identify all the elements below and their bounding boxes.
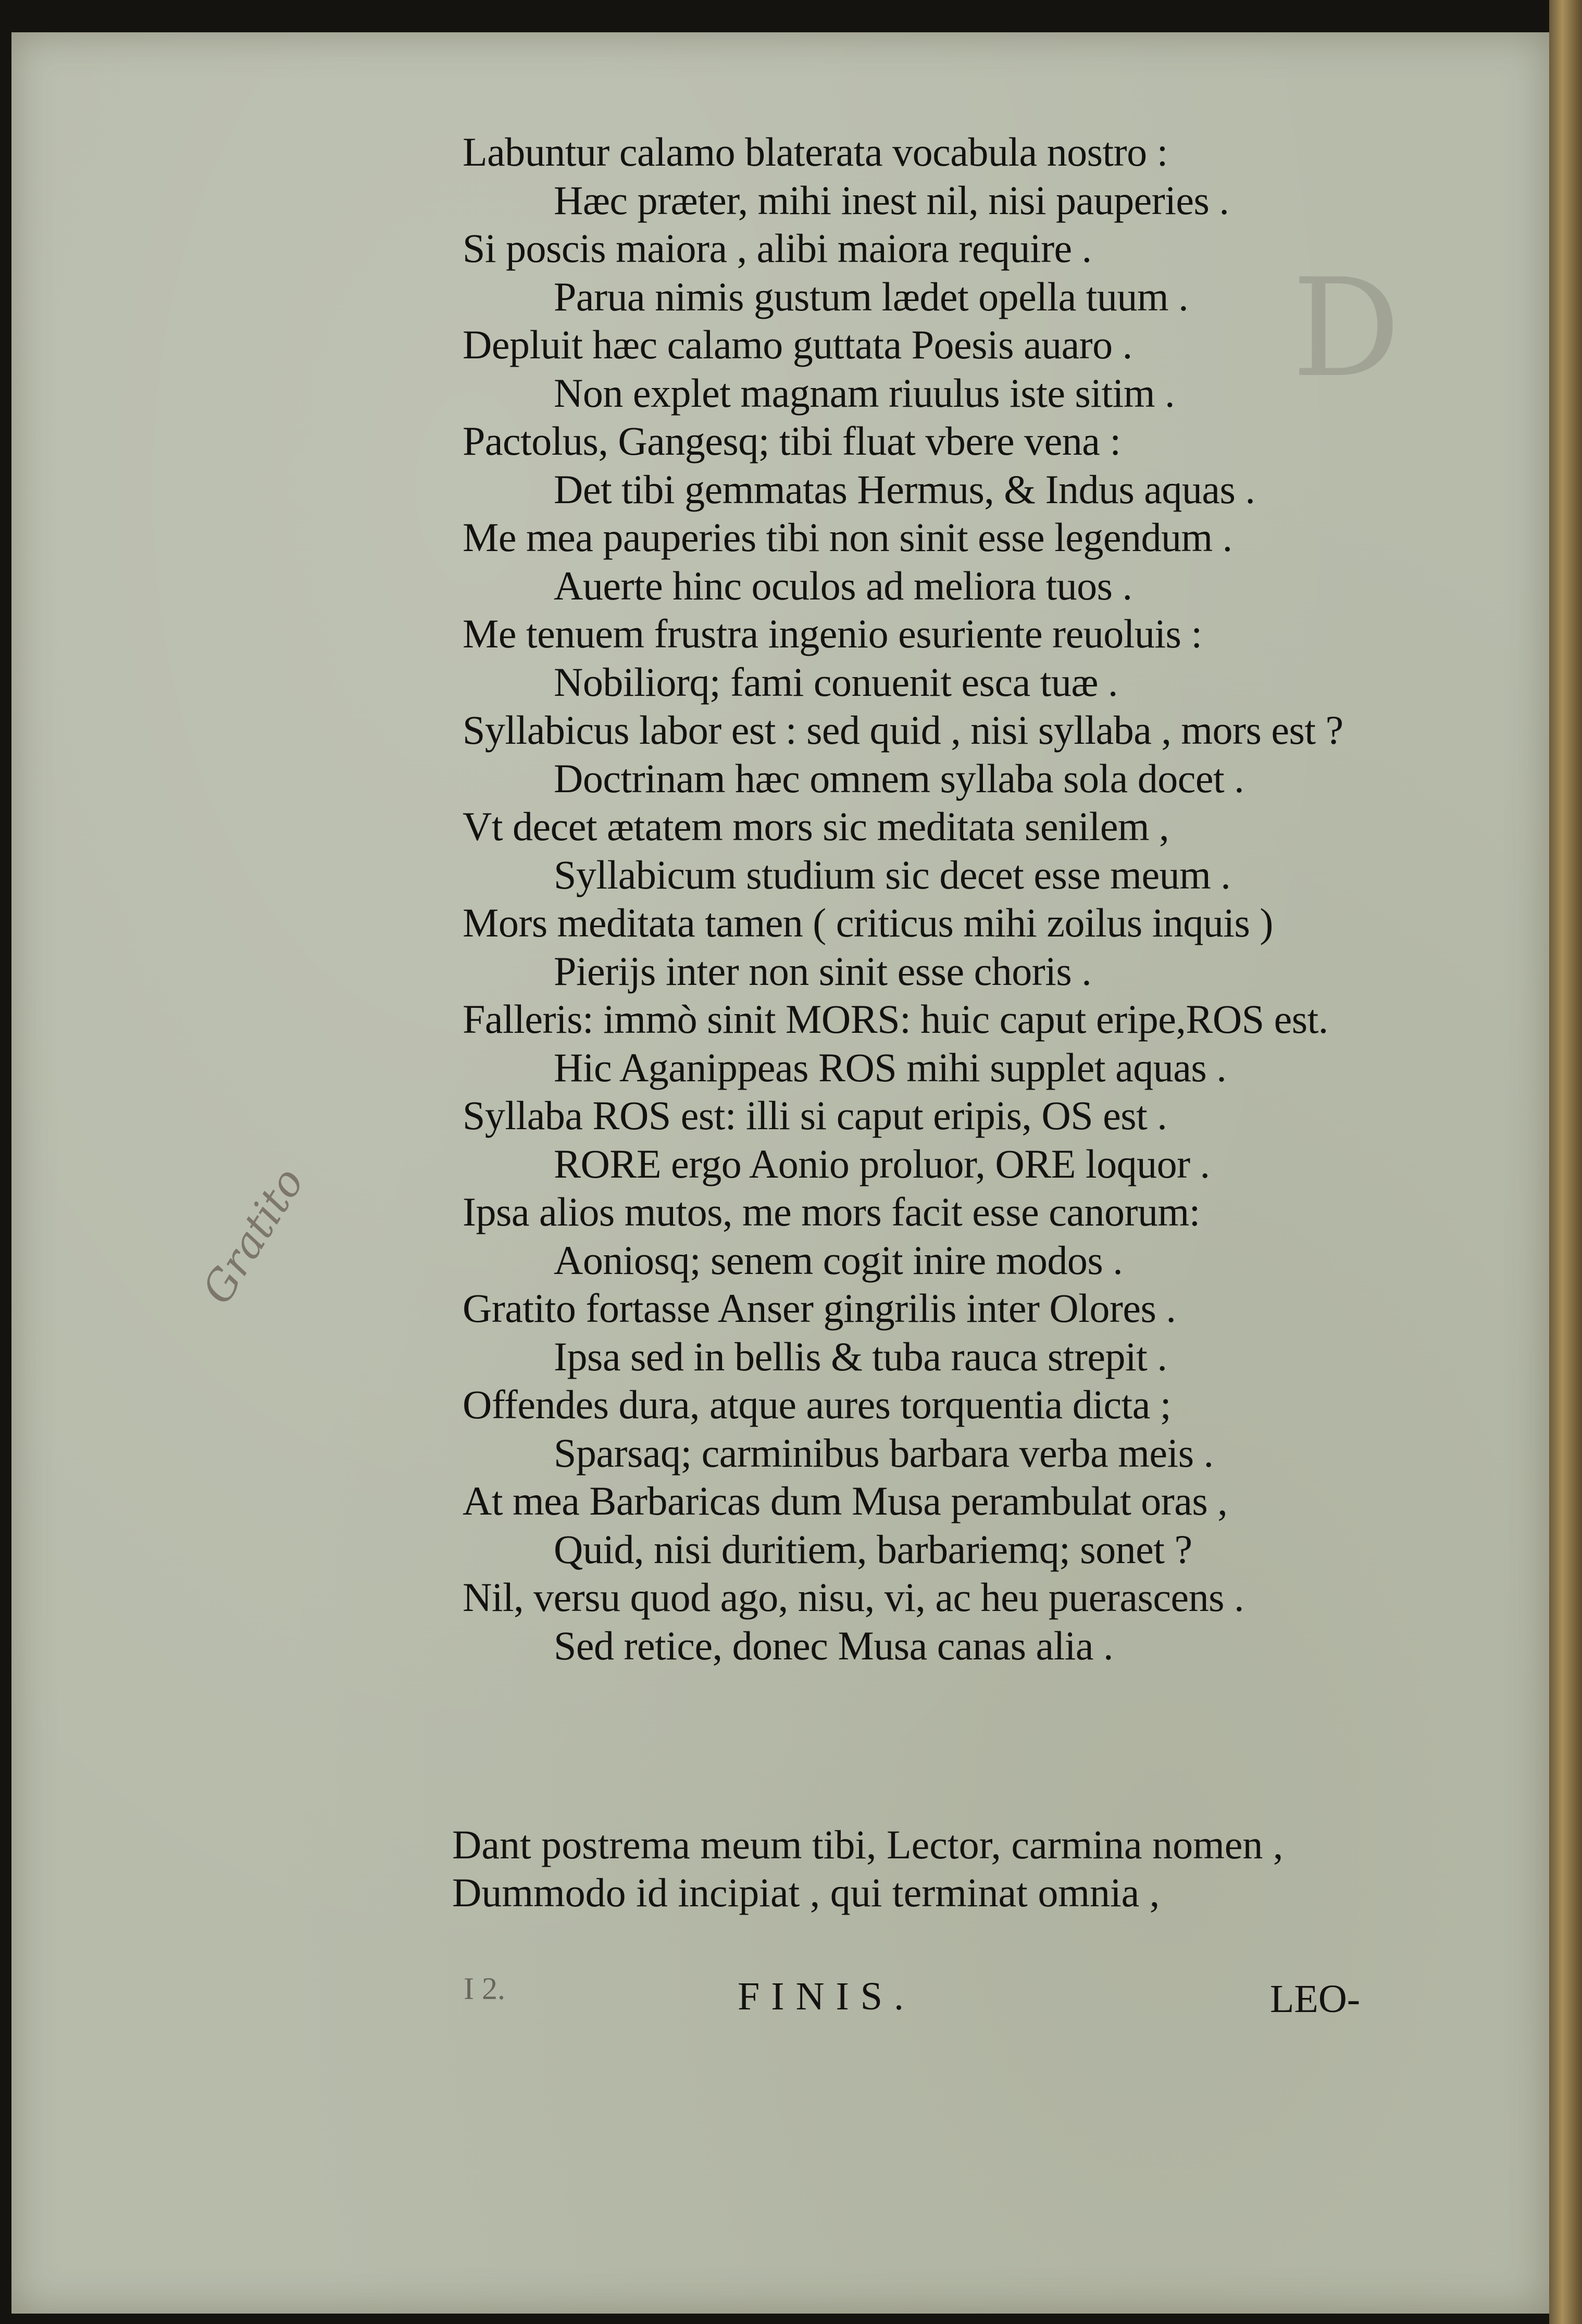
verse-line: Det tibi gemmatas Hermus, & Indus aquas . (554, 466, 1255, 512)
closing-line-1: Dant postrema meum tibi, Lector, carmina nomen , (452, 1822, 1284, 1867)
verse-line: Parua nimis gustum lædet opella tuum . (554, 273, 1189, 319)
verse-line: Doctrinam hæc omnem syllaba sola docet . (554, 755, 1244, 801)
verse-line: Nil, versu quod ago, nisu, vi, ac heu puerascens . (463, 1575, 1244, 1620)
verse-line: Non explet magnam riuulus iste sitim . (554, 370, 1175, 416)
verse-line: Me tenuem frustra ingenio esuriente reuoluis : (463, 611, 1202, 656)
verse-line: Hæc præter, mihi inest nil, nisi pauperies . (554, 177, 1229, 223)
closing-couplet (452, 1821, 1283, 1917)
verse-line: Quid, nisi duritiem, barbariemq; sonet ? (554, 1526, 1192, 1572)
verse-line: Gratito fortasse Anser gingrilis inter Olores . (463, 1285, 1176, 1331)
show-through-initial: D (1292, 250, 1401, 407)
verse-line: Syllabicus labor est : sed quid , nisi syllaba , mors est ? (463, 707, 1343, 753)
verse-line: Me mea pauperies tibi non sinit esse legendum . (463, 515, 1232, 560)
verse-line: Pierijs inter non sinit esse choris . (554, 948, 1092, 994)
finis-label: FINIS. (738, 1975, 916, 2018)
verse-line: Vt decet ætatem mors sic meditata senilem , (463, 804, 1169, 849)
catchword: LEO- (1270, 1977, 1361, 2021)
verse-line: Aoniosq; senem cogit inire modos . (554, 1237, 1123, 1283)
handwritten-margin-note: Gratito (193, 1159, 314, 1313)
verse-line: Syllaba ROS est: illi si caput eripis, OS est . (463, 1093, 1167, 1138)
verse-line: Auerte hinc oculos ad meliora tuos . (554, 563, 1132, 608)
book-spine-edge (1549, 0, 1582, 2324)
verse-line: Sparsaq; carminibus barbara verba meis . (554, 1430, 1214, 1476)
verse-line: Nobiliorq; fami conuenit esca tuæ . (554, 659, 1118, 705)
verse-line: RORE ergo Aonio proluor, ORE loquor . (554, 1141, 1210, 1186)
verse-line: Ipsa alios mutos, me mors facit esse canorum: (463, 1189, 1200, 1234)
verse-line: Ipsa sed in bellis & tuba rauca strepit . (554, 1333, 1167, 1379)
verse-line: Hic Aganippeas ROS mihi supplet aquas . (554, 1044, 1227, 1090)
verse-line: Si poscis maiora , alibi maiora require . (463, 226, 1092, 271)
verse-line: Sed retice, donec Musa canas alia . (554, 1622, 1114, 1668)
verse-line: Mors meditata tamen ( criticus mihi zoilus inquis ) (463, 900, 1273, 945)
poem-verse-block (463, 128, 1343, 1670)
verse-line: Depluit hæc calamo guttata Poesis auaro . (463, 322, 1132, 367)
verse-line: Falleris: immò sinit MORS: huic caput eripe,ROS est. (463, 996, 1328, 1042)
verse-line: Syllabicum studium sic decet esse meum . (554, 852, 1231, 897)
signature-mark: I 2. (464, 1971, 505, 2006)
verse-line: At mea Barbaricas dum Musa perambulat oras , (463, 1478, 1228, 1523)
closing-line-2: Dummodo id incipiat , qui terminat omnia , (452, 1870, 1160, 1915)
verse-line: Labuntur calamo blaterata vocabula nostro : (463, 129, 1168, 174)
verse-line: Offendes dura, atque aures torquentia dicta ; (463, 1382, 1172, 1427)
verse-line: Pactolus, Gangesq; tibi fluat vbere vena : (463, 418, 1121, 464)
